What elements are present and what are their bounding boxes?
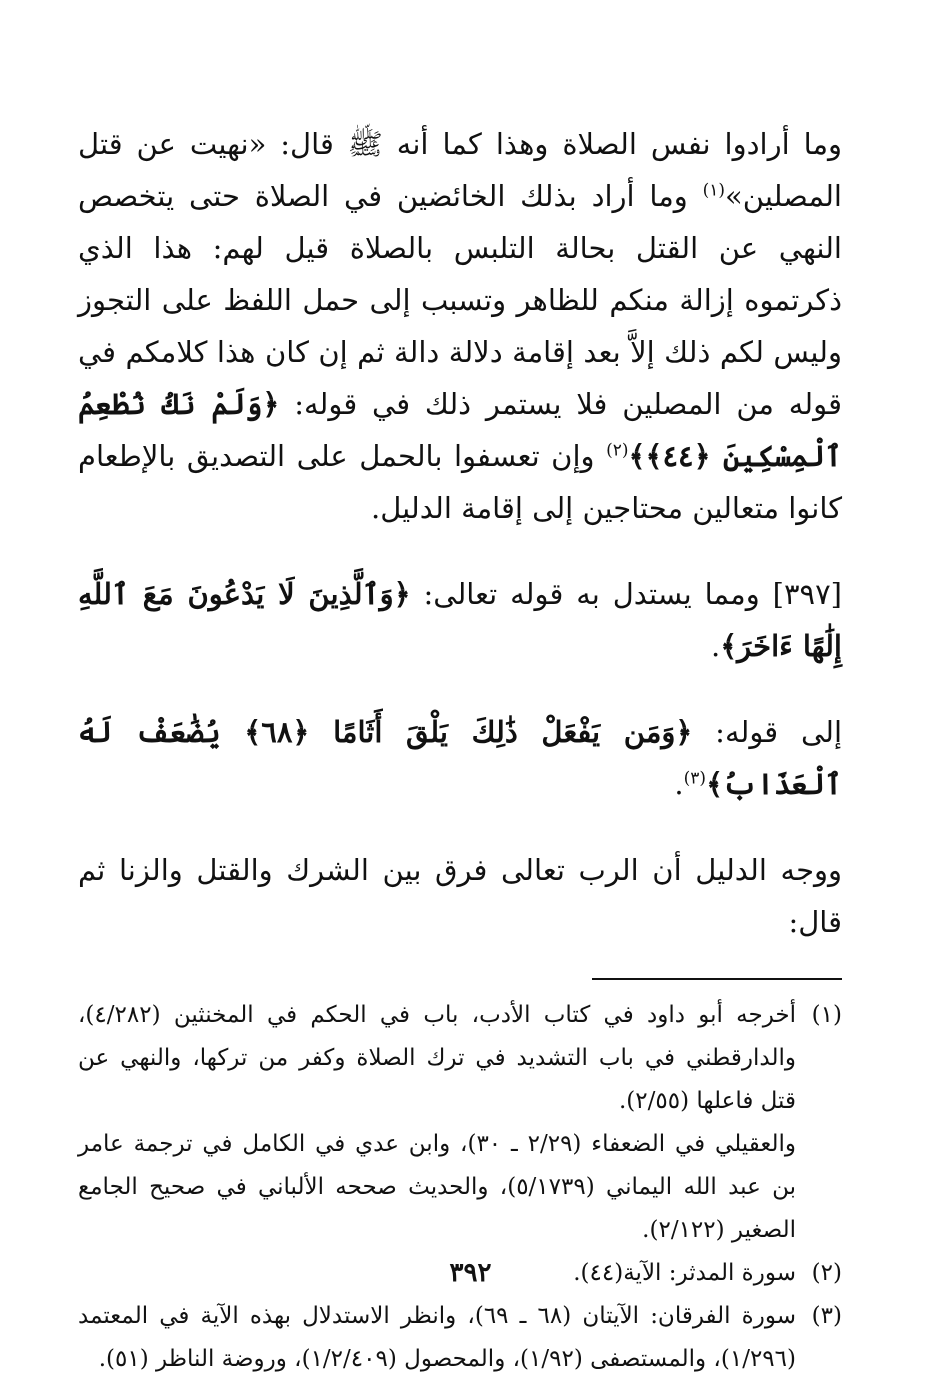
paragraph-3-text-b: . <box>674 767 684 801</box>
quran-verse-1: ﴿وَلَمْ نَكُ نُطْعِمُ ٱلْمِسْكِينَ ﴿٤٤﴾﴾ <box>78 387 842 473</box>
page-number: ٣٩٢ <box>449 1258 492 1288</box>
paragraph-4-text: ووجه الدليل أن الرب تعالى فرق بين الشرك والقتل والزنا ثم قال: <box>78 853 842 939</box>
footnote-separator <box>592 978 842 980</box>
footnote-3 <box>78 1295 842 1381</box>
footnote-marker: (٢) <box>811 1260 842 1286</box>
paragraph-4 <box>78 844 842 948</box>
paragraph-1 <box>78 118 842 534</box>
paragraph-1-text-a: وما أرادوا نفس الصلاة وهذا كما أنه ﷺ قال: «نهيت عن قتل المصلين» <box>78 127 842 213</box>
quran-verse-2: ﴿وَٱلَّذِينَ لَا يَدْعُونَ مَعَ ٱللَّهِ إِلَٰهًا ءَاخَرَ﴾ <box>78 577 842 663</box>
paragraph-2 <box>78 568 842 672</box>
footnote-text: سورة الفرقان: الآيتان (٦٨ ـ ٦٩)، وانظر الاستدلال بهذه الآية في المعتمد (١/٢٩٦)، والمستصفى (١/٩٢)، والمحصول (١/٢/٤٠٩)، وروضة الناظر (٥١). <box>78 1303 796 1372</box>
paragraph-2-text-b: . <box>710 629 721 663</box>
footnote-text: أخرجه أبو داود في كتاب الأدب، باب في الحكم في المخنثين (٤/٢٨٢)، والدارقطني في باب التشديد في ترك الصلاة وكفر من تركها، والنهي عن قتل فاعلها (٢/٥٥). <box>78 1002 796 1114</box>
paragraph-3 <box>78 706 842 810</box>
footnote-1-continuation <box>78 1123 842 1252</box>
footnote-1 <box>78 994 842 1123</box>
issue-number: [٣٩٧] <box>772 577 842 611</box>
footnote-ref-3: (٣) <box>683 768 707 789</box>
footnote-text: والعقيلي في الضعفاء (٢/٢٩ ـ ٣٠)، وابن عدي في الكامل في ترجمة عامر بن عبد الله اليماني (٥/١٧٣٩)، والحديث صححه الألباني في صحيح الجامع الصغير (٢/١٢٢). <box>78 1131 797 1243</box>
book-page <box>78 118 842 1381</box>
paragraph-3-text-a: إلى قوله: <box>692 715 843 749</box>
footnote-ref-2: (٢) <box>606 440 629 461</box>
paragraph-1-text-b: وما أراد بذلك الخائضين في الصلاة حتى يتخصص النهي عن القتل بحالة التلبس بالصلاة قيل لهم: هذا الذي ذكرتموه إزالة منكم للظاهر وتسبب إلى حمل اللفظ على التجوز وليس لكم ذلك إلاَّ بعد إقامة دلالة دالة ثم إن كان هذا كلامكم في قوله من المصلين فلا يستمر ذلك في قوله: <box>78 179 842 421</box>
footnote-text: سورة المدثر: الآية(٤٤). <box>573 1260 796 1286</box>
paragraph-2-text-a: ومما يستدل به قوله تعالى: <box>410 577 773 611</box>
footnote-marker: (١) <box>811 1002 842 1028</box>
footnote-ref-1: (١) <box>702 180 726 201</box>
footnote-marker: (٣) <box>811 1303 842 1329</box>
footnotes <box>78 994 842 1381</box>
main-text <box>78 118 842 948</box>
quran-verse-3: ﴿وَمَن يَفْعَلْ ذَٰلِكَ يَلْقَ أَثَامًا ﴿٦٨﴾ يُضَٰعَفْ لَهُ ٱلْعَذَابُ﴾ <box>78 715 842 801</box>
paragraph-1-text-c: وإن تعسفوا بالحمل على التصديق بالإطعام كانوا متعالين محتاجين إلى إقامة الدليل. <box>78 439 842 525</box>
